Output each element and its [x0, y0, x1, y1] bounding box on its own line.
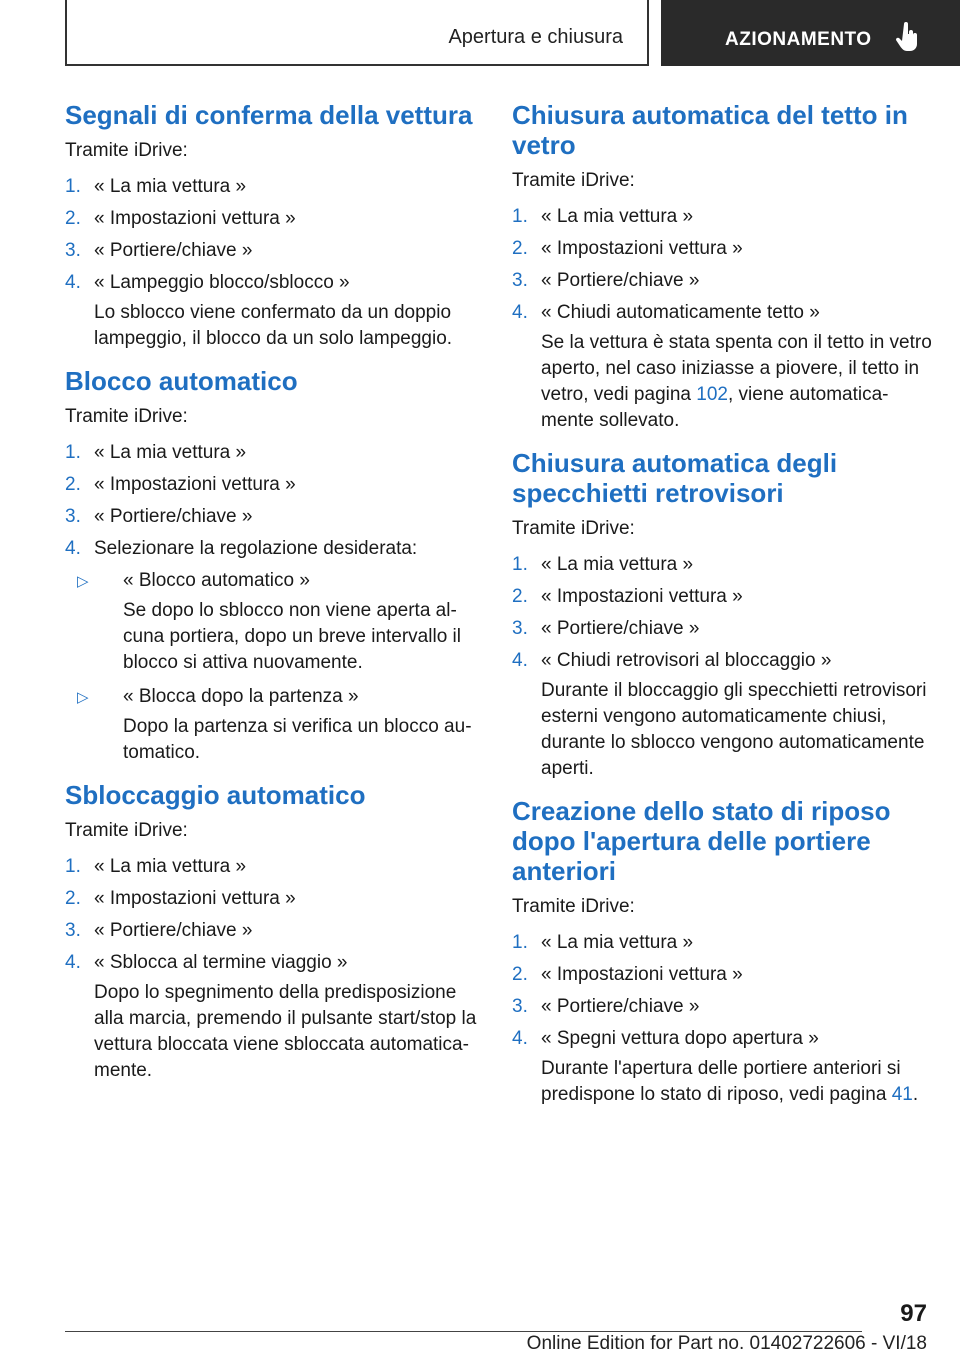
step-text: « Chiudi automaticamente tetto »: [541, 302, 820, 323]
page-header: [0, 0, 960, 66]
step-number: 1.: [512, 932, 528, 953]
right-column: [512, 100, 932, 1122]
step-item: [65, 174, 485, 200]
intro-text: Tramite iDrive:: [512, 896, 635, 917]
step-item: [512, 584, 932, 610]
step-number: 1.: [65, 176, 81, 197]
step-number: 2.: [65, 208, 81, 229]
section-heading: Creazione dello stato di riposo dopo l'apertura delle portiere anteriori: [512, 796, 891, 886]
step-item: [512, 994, 932, 1020]
step-number: 3.: [65, 920, 81, 941]
step-text: « La mia vettura »: [94, 442, 247, 463]
intro-text: Tramite iDrive:: [512, 518, 635, 539]
page-link[interactable]: 41: [891, 1084, 913, 1105]
step-text: « La mia vettura »: [541, 206, 694, 227]
step-item: [65, 536, 485, 562]
step-number: 3.: [512, 618, 528, 639]
step-text: « Impostazioni vettura »: [541, 586, 743, 607]
step-text: « Portiere/chiave »: [541, 618, 700, 639]
step-description: Dopo lo spegnimento della predisposizione alla marcia, premendo il pulsante start/stop la vettura bloccata viene sbloccata automaticamente.: [94, 982, 477, 1081]
section-heading: Blocco automatico: [65, 366, 298, 396]
step-text: « Portiere/chiave »: [541, 270, 700, 291]
step-text: « La mia vettura »: [94, 176, 247, 197]
section-auto-lock: [65, 366, 485, 766]
step-number: 1.: [512, 554, 528, 575]
step-item: [65, 854, 485, 880]
step-item: [65, 886, 485, 912]
intro-text: Tramite iDrive:: [512, 170, 635, 191]
triangle-bullet-icon: ▷: [77, 573, 89, 590]
sub-text: « Blocco automatico »: [123, 570, 310, 591]
section-auto-unlock: [65, 780, 485, 1084]
step-text: « Impostazioni vettura »: [541, 238, 743, 259]
step-description: Lo sblocco viene confermato da un doppio lampeggio, il blocco da un solo lampeggio.: [94, 302, 453, 349]
chapter-tab[interactable]: [661, 0, 960, 66]
section-mirrors: [512, 448, 932, 782]
desc-text: , viene automaticamente sollevato.: [541, 384, 889, 431]
sub-description: Dopo la partenza si verifica un blocco automatico.: [123, 716, 472, 763]
page-link[interactable]: 102: [696, 384, 728, 405]
step-number: 4.: [512, 1028, 528, 1049]
section-glass-roof: [512, 100, 932, 434]
header-section-box: [65, 0, 649, 66]
step-number: 3.: [512, 270, 528, 291]
step-text: Selezionare la regolazione desiderata:: [94, 538, 418, 559]
sub-text: « Blocca dopo la partenza »: [123, 686, 359, 707]
step-text: « Portiere/chiave »: [94, 240, 253, 261]
step-item: [512, 236, 932, 262]
section-rest-state: [512, 796, 932, 1108]
triangle-bullet-icon: ▷: [77, 689, 89, 706]
step-number: 2.: [512, 964, 528, 985]
step-number: 4.: [512, 302, 528, 323]
step-item: [512, 962, 932, 988]
step-item: [65, 206, 485, 232]
step-number: 4.: [512, 650, 528, 671]
step-number: 3.: [65, 506, 81, 527]
chapter-tab-label: AZIONAMENTO: [725, 29, 872, 50]
left-column: [65, 100, 485, 1098]
step-text: « Sblocca al termine viaggio »: [94, 952, 348, 973]
step-text: « Chiudi retrovisori al bloccaggio »: [541, 650, 832, 671]
step-item: [512, 552, 932, 578]
step-text: « Portiere/chiave »: [94, 920, 253, 941]
step-text: « La mia vettura »: [94, 856, 247, 877]
step-item: [65, 504, 485, 530]
step-text: « Lampeggio blocco/sblocco »: [94, 272, 350, 293]
step-number: 4.: [65, 272, 81, 293]
section-title: Apertura e chiusura: [448, 26, 623, 48]
step-item: [65, 238, 485, 264]
step-text: « Impostazioni vettura »: [94, 474, 296, 495]
step-item: [512, 1026, 932, 1052]
sub-description: Se dopo lo sblocco non viene aperta alcuna portiera, dopo un breve intervallo il blocco si attiva nuovamente.: [123, 600, 461, 673]
step-text: « Impostazioni vettura »: [94, 208, 296, 229]
intro-text: Tramite iDrive:: [65, 140, 188, 161]
step-number: 1.: [65, 856, 81, 877]
step-item: [512, 268, 932, 294]
step-number: 2.: [512, 586, 528, 607]
step-item: [512, 930, 932, 956]
step-item: [512, 616, 932, 642]
desc-text: .: [912, 1084, 919, 1105]
section-heading: Chiusura automatica degli specchietti retrovisori: [512, 448, 838, 508]
step-item: [65, 472, 485, 498]
step-description: [512, 330, 932, 434]
hand-pointer-icon: [895, 22, 921, 52]
page-number: 97: [900, 1300, 927, 1327]
step-text: « Impostazioni vettura »: [541, 964, 743, 985]
step-item: [65, 950, 485, 976]
sub-item: [65, 568, 485, 594]
section-heading: Chiusura automatica del tetto in vetro: [512, 100, 908, 160]
section-heading: Sbloccaggio automatico: [65, 780, 366, 810]
section-heading: Segnali di conferma della vettura: [65, 100, 473, 130]
step-item: [65, 918, 485, 944]
step-number: 3.: [512, 996, 528, 1017]
step-description: Durante il bloccaggio gli specchietti retrovisori esterni vengono automaticamente chiusi, durante lo sblocco vengono automaticamente aperti.: [541, 680, 927, 779]
step-number: 2.: [512, 238, 528, 259]
step-text: « Impostazioni vettura »: [94, 888, 296, 909]
step-item: [65, 270, 485, 296]
step-text: « Spegni vettura dopo apertura »: [541, 1028, 819, 1049]
step-text: « La mia vettura »: [541, 554, 694, 575]
step-number: 3.: [65, 240, 81, 261]
step-text: « Portiere/chiave »: [94, 506, 253, 527]
footer-divider: [65, 1331, 862, 1332]
step-item: [512, 300, 932, 326]
step-text: « Portiere/chiave »: [541, 996, 700, 1017]
step-number: 2.: [65, 474, 81, 495]
step-item: [65, 440, 485, 466]
intro-text: Tramite iDrive:: [65, 820, 188, 841]
step-item: [512, 648, 932, 674]
step-number: 4.: [65, 952, 81, 973]
desc-text: Durante l'apertura delle portiere anteriori si predispone lo stato di riposo, vedi pagina: [541, 1058, 901, 1105]
section-confirmation-signals: [65, 100, 485, 352]
intro-text: Tramite iDrive:: [65, 406, 188, 427]
step-item: [512, 204, 932, 230]
step-number: 1.: [65, 442, 81, 463]
step-description: [512, 1056, 932, 1108]
footer-edition: Online Edition for Part no. 01402722606 - VI/18: [526, 1333, 927, 1354]
sub-item: [65, 684, 485, 710]
step-text: « La mia vettura »: [541, 932, 694, 953]
step-number: 2.: [65, 888, 81, 909]
desc-text: Se la vettura è stata spenta con il tetto in vetro aperto, nel caso iniziasse a piovere, il tetto in vetro, vedi pagina: [541, 332, 932, 405]
step-number: 4.: [65, 538, 81, 559]
step-number: 1.: [512, 206, 528, 227]
